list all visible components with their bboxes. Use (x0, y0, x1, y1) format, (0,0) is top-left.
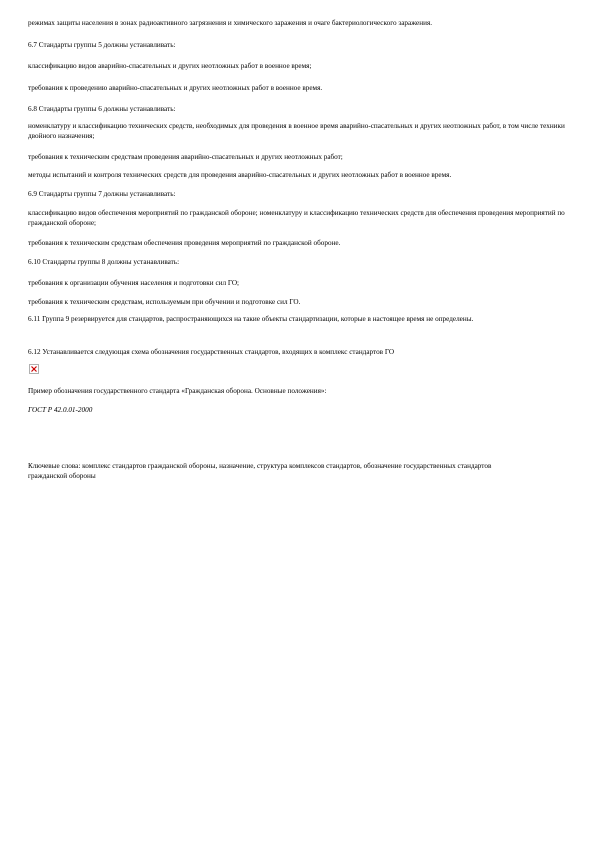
heading-6-10: 6.10 Стандарты группы 8 должны устанавливать: (28, 258, 180, 266)
paragraph-training-organization: требования к организации обучения населения и подготовки сил ГО; (28, 279, 240, 287)
paragraph-testing-methods: методы испытаний и контроля технических средств для проведения аварийно-спасательных и других неотложных работ в военное время. (28, 171, 452, 179)
keywords: Ключевые слова: комплекс стандартов гражданской обороны, назначение, структура комплексов стандартов, обозначение государственных стандартов гражданской обороны (28, 462, 492, 480)
paragraph-support-requirements: требования к техническим средствам обеспечения проведения мероприятий по гражданской обороне. (28, 239, 341, 247)
paragraph-rescue-requirements: требования к проведению аварийно-спасательных и других неотложных работ в военное время. (28, 84, 323, 92)
paragraph-rescue-classification: классификацию видов аварийно-спасательных и других неотложных работ в военное время; (28, 62, 312, 70)
standard-designation-code: ГОСТ Р 42.0.01-2000 (28, 406, 93, 414)
heading-6-9: 6.9 Стандарты группы 7 должны устанавливать: (28, 190, 176, 198)
paragraph-designation-scheme: 6.12 Устанавливается следующая схема обозначения государственных стандартов, входящих в комплекс стандартов ГО (28, 348, 395, 356)
broken-image-icon (29, 364, 39, 374)
paragraph-technical-requirements: требования к техническим средствам проведения аварийно-спасательных и других неотложных работ; (28, 153, 343, 161)
heading-6-8: 6.8 Стандарты группы 6 должны устанавливать: (28, 105, 176, 113)
heading-6-7: 6.7 Стандарты группы 5 должны устанавливать: (28, 41, 176, 49)
paragraph-training-equipment: требования к техническим средствам, используемым при обучении и подготовке сил ГО. (28, 298, 301, 306)
paragraph-protection-regimes: режимах защиты населения в зонах радиоактивного загрязнения и химического заражения и очаге бактериологического заражения. (28, 19, 433, 27)
paragraph-support-classification: классификацию видов обеспечения мероприятий по гражданской обороне; номенклатуру и классификацию технических средств для обеспечения проведения мероприятий по гражданской обороне; (28, 209, 565, 227)
paragraph-technical-nomenclature: номенклатуру и классификацию технических средств, необходимых для проведения в военное время аварийно-спасательных и других неотложных работ, в том числе техники двойного назначения; (28, 122, 565, 140)
paragraph-group-9-reserved: 6.11 Группа 9 резервируется для стандартов, распространяющихся на такие объекты стандартизации, которые в настоящее время не определены. (28, 315, 474, 323)
paragraph-designation-example: Пример обозначения государственного стандарта «Гражданская оборона. Основные положения»: (28, 387, 327, 395)
